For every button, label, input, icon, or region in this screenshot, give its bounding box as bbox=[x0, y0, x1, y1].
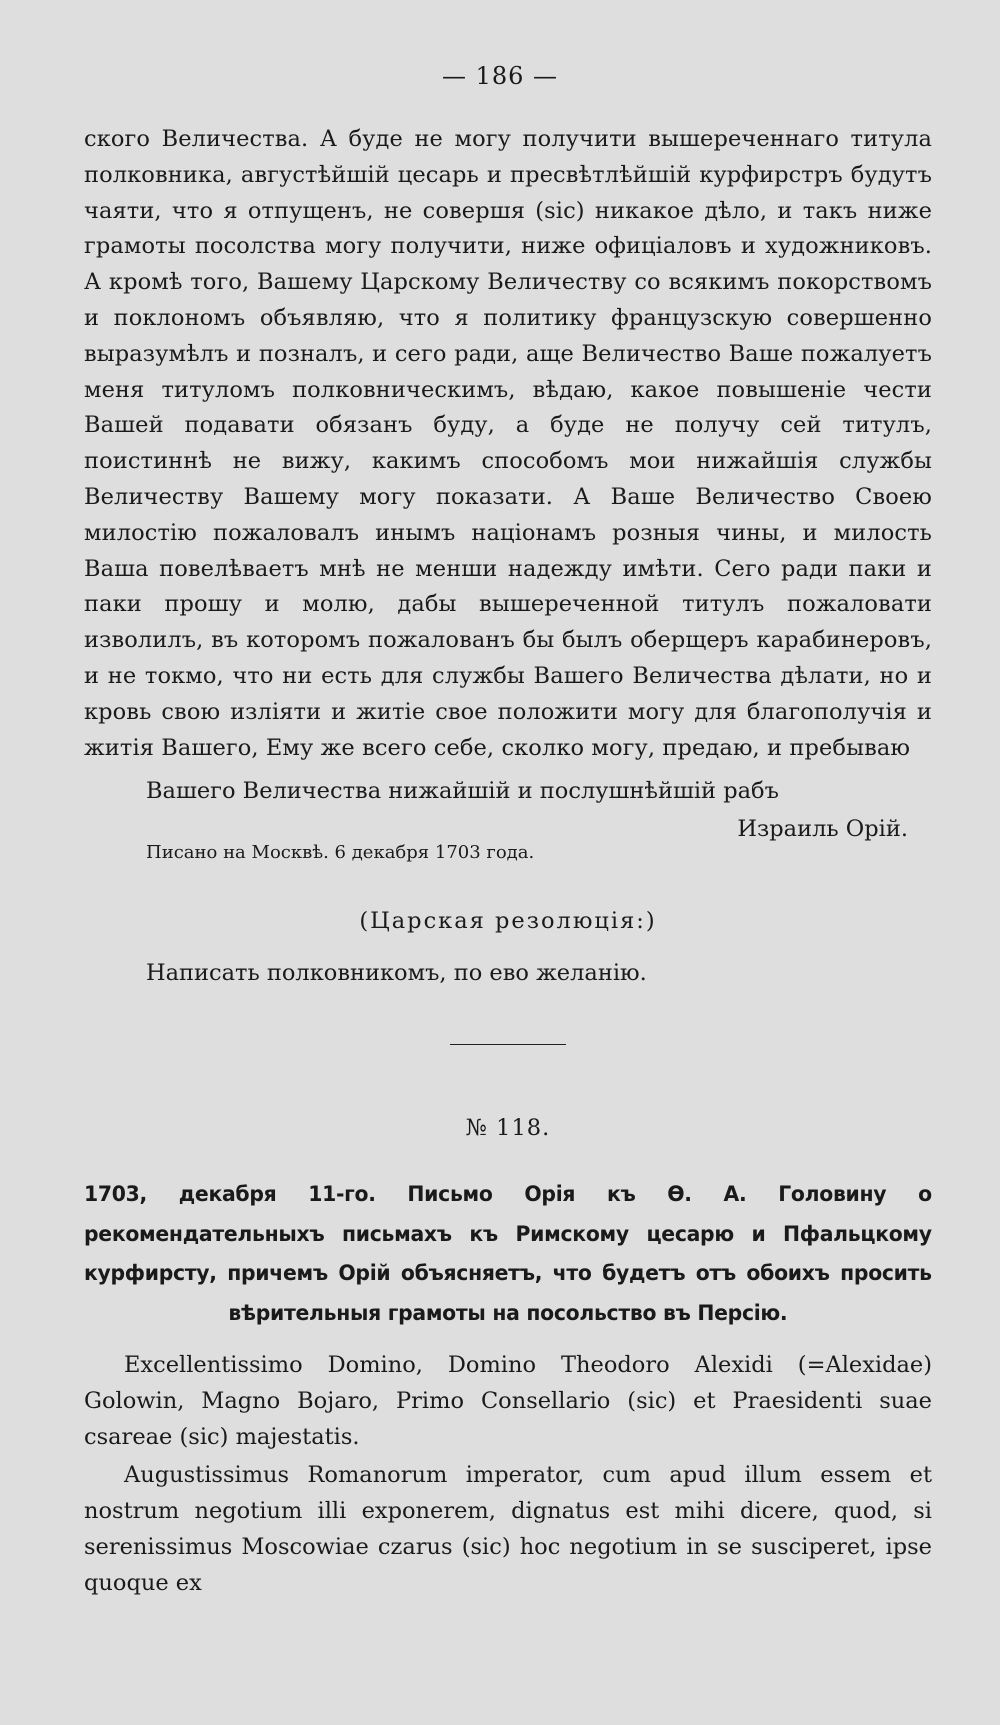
letter-body: ского Величества. А буде не могу получити вышереченнаго титула полковника, августѣйшій цесарь и пресвѣтлѣйшій курфирстръ будутъ чаяти, что я отпущенъ, не совершя (sic) никакое дѣло, и такъ ниже грамоты посолства могу получити, ниже офиціаловъ и художниковъ. А кромѣ того, Вашему Царскому Величеству со всякимъ покорствомъ и поклономъ объявляю, что я политику французскую совершенно выразумѣлъ и позналъ, и сего ради, аще Величество Ваше пожалуетъ меня титуломъ полковническимъ, вѣдаю, какое повышеніе чести Вашей подавати обязанъ буду, а буде не получу сей титулъ, поистиннѣ не вижу, какимъ способомъ мои нижайшія службы Величеству Вашему могу показати. А Ваше Величество Своею милостію пожаловалъ инымъ націонамъ розныя чины, и милость Ваша повелѣваетъ мнѣ не менши надежду имѣти. Сего ради паки и паки прошу и молю, дабы вышереченной титулъ пожаловати изволилъ, въ которомъ пожалованъ бы былъ оберщеръ карабинеровъ, и не токмо, что ни есть для службы Вашего Величества дѣлати, но и кровь свою изліяти и житіе свое положити могу для благополучія и житія Вашего, Ему же всего себе, сколко могу, предаю, и пребываю bbox=[84, 126, 932, 761]
letter-written-at: Писано на Москвѣ. 6 декабря 1703 года. bbox=[146, 842, 535, 864]
latin-address: Excellentissimo Domino, Domino Theodoro Alexidi (=Alexidae) Golowin, Magno Bojaro, Primo Consellario (sic) et Praesidenti suae csareae (sic) majestatis. bbox=[84, 1352, 932, 1451]
section-divider bbox=[450, 1044, 566, 1045]
latin-text: Augustissimus Romanorum imperator, cum apud illum essem et nostrum negotium illi exponerem, dignatus est mihi dicere, quod, si serenissimus Moscowiae czarus (sic) hoc negotium in se susciperet, ipse quoque ex bbox=[84, 1462, 932, 1597]
document-number: № 118. bbox=[465, 1115, 551, 1142]
document-summary: 1703, декабря 11-го. Письмо Орія къ Ѳ. А. Головину о рекомендательныхъ письмахъ къ Римскому цесарю и Пфальцкому курфирсту, причемъ Орій объясняетъ, что будетъ отъ обоихъ просить вѣрительныя грамоты на посольство въ Персію. bbox=[84, 1182, 932, 1325]
resolution-title: (Царская резолюція:) bbox=[359, 908, 657, 935]
letter-signature: Израиль Орій. bbox=[737, 816, 908, 843]
letter-closing: Вашего Величества нижайшій и послушнѣйшій рабъ bbox=[146, 778, 779, 805]
page-number: — 186 — bbox=[441, 62, 559, 90]
resolution-text: Написать полковникомъ, по ево желанію. bbox=[146, 960, 647, 987]
page-content bbox=[84, 122, 932, 1601]
